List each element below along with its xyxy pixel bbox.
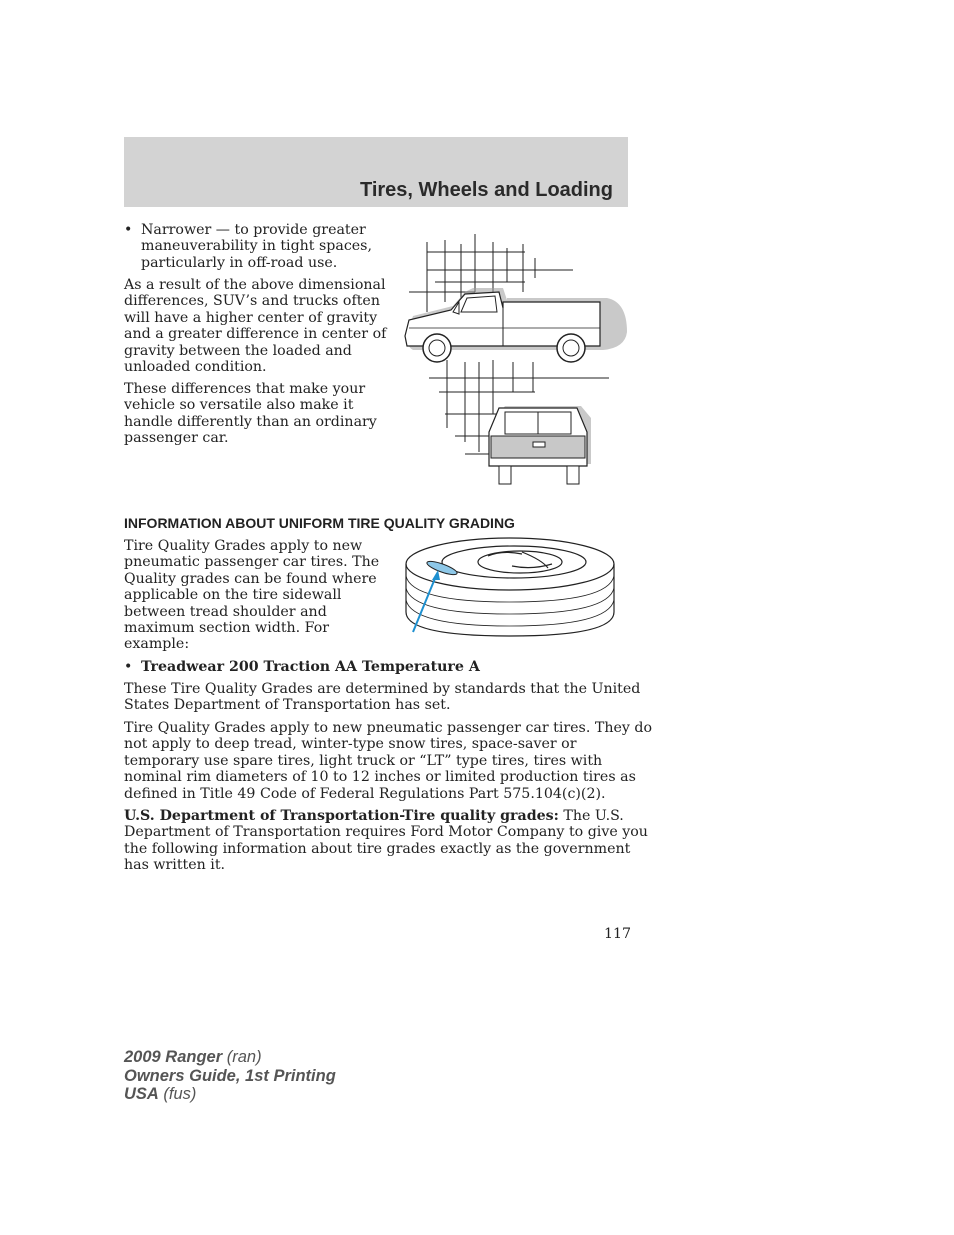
page-number: 117	[604, 926, 632, 942]
truck-diagram-icon	[395, 232, 631, 488]
bullet-dot: •	[124, 222, 133, 238]
utqg-paragraph-3: Tire Quality Grades apply to new pneumatic passenger car tires. They do not apply to deep tread, winter-type snow tires, space-saver or temporary use spare tires, light truck or “LT” type tires, tires with nominal rim diameters of 10 to 12 inches or limited production tires as defined in Title 49 Code of Federal Regulations Part 575.104(c)(2).	[124, 720, 653, 802]
utqg-heading: INFORMATION ABOUT UNIFORM TIRE QUALITY GRADING	[124, 515, 515, 531]
bullet-line: Narrower — to provide greater	[141, 222, 366, 238]
header-band	[124, 137, 628, 207]
footer: 2009 Ranger (ran) Owners Guide, 1st Printing USA (fus)	[124, 1048, 336, 1103]
dot-paragraph: U.S. Department of Transportation-Tire quality grades: The U.S. Department of Transportation requires Ford Motor Company to give you the following information about tire grades exactly as the government has written it.	[124, 808, 648, 874]
narrower-bullet	[124, 222, 374, 272]
intro-paragraph-2: These differences that make your vehicle so versatile also make it handle differently than an ordinary passenger car.	[124, 381, 377, 447]
bullet-line: maneuverability in tight spaces,	[141, 238, 372, 255]
bullet-line: particularly in off-road use.	[141, 254, 338, 271]
tire-diagram-icon	[402, 536, 618, 638]
utqg-paragraph-2: These Tire Quality Grades are determined by standards that the United States Department of Transportation has set.	[124, 681, 641, 714]
example-grade-text: Treadwear 200 Traction AA Temperature A	[141, 659, 480, 675]
dot-lead-bold: U.S. Department of Transportation-Tire quality grades:	[124, 808, 559, 824]
example-bullet	[124, 659, 624, 677]
intro-paragraph-1: As a result of the above dimensional differences, SUV’s and trucks often will have a higher center of gravity and a greater difference in center of gravity between the loaded and unloaded condition.	[124, 277, 387, 376]
bullet-dot: •	[124, 659, 133, 675]
page-title: Tires, Wheels and Loading	[359, 179, 613, 201]
utqg-paragraph-1: Tire Quality Grades apply to new pneumatic passenger car tires. The Quality grades can be found where applicable on the tire sidewall between tread shoulder and maximum section width. For example:	[124, 538, 380, 653]
